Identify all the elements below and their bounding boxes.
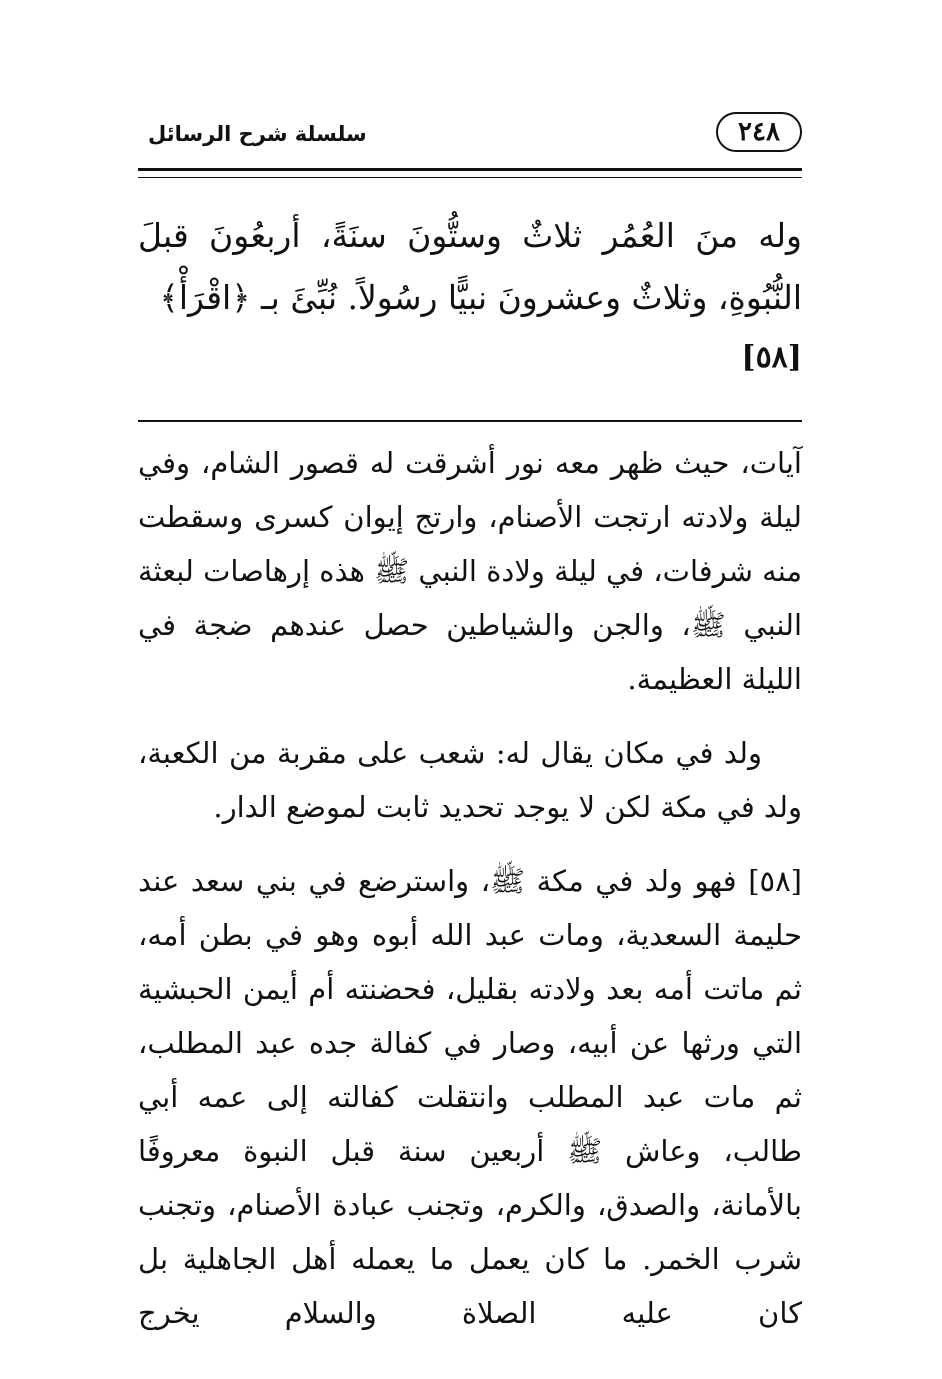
page-number: ٢٤٨ [716,112,802,152]
commentary [138,436,802,1340]
separator-rule [138,420,802,422]
page-header [138,110,802,162]
header-rule [138,168,802,178]
commentary-paragraph: آيات، حيث ظهر معه نور أشرقت له قصور الشام، وفي ليلة ولادته ارتجت الأصنام، وارتج إيوان كسرى وسقطت منه شرفات، في ليلة ولادة النبي ﷺ هذه إرهاصات لبعثة النبي ﷺ، والجن والشياطين حصل عندهم ضجة في الليلة العظيمة. [137,446,802,696]
series-title: سلسلة شرح الرسائل [148,122,367,146]
matn-reference: [٥٨] [741,340,802,375]
commentary-paragraph: ولد في مكان يقال له: شعب على مقربة من الكعبة، ولد في مكة لكن لا يوجد تحديد ثابت لموضع الدار. [138,736,802,824]
commentary-paragraph: [٥٨] فهو ولد في مكة ﷺ، واسترضع في بني سعد عند حليمة السعدية، ومات عبد الله أبوه وهو في بطن أمه، ثم ماتت أمه بعد ولادته بقليل، فحضنته أم أيمن الحبشية التي ورثها عن أبيه، وصار في كفالة جده عبد المطلب، ثم مات عبد المطلب وانتقلت كفالته إلى عمه أبي طالب، وعاش ﷺ أربعين سنة قبل النبوة معروفًا بالأمانة، والصدق، والكرم، وتجنب عبادة الأصنام، وتجنب شرب الخمر. ما كان يعمل ما يعمله أهل الجاهلية بل كان عليه الصلاة والسلام يخرج [138,864,802,1330]
matn-text: وله منَ العُمُر ثلاثٌ وستُّونَ سنَةً، أربعُونَ قبلَ النُّبُوةِ، وثلاثٌ وعشرونَ نبيًّا رسُولاً. نُبِّئَ بـ ﴿اقْرَأْ﴾ [138,216,802,317]
